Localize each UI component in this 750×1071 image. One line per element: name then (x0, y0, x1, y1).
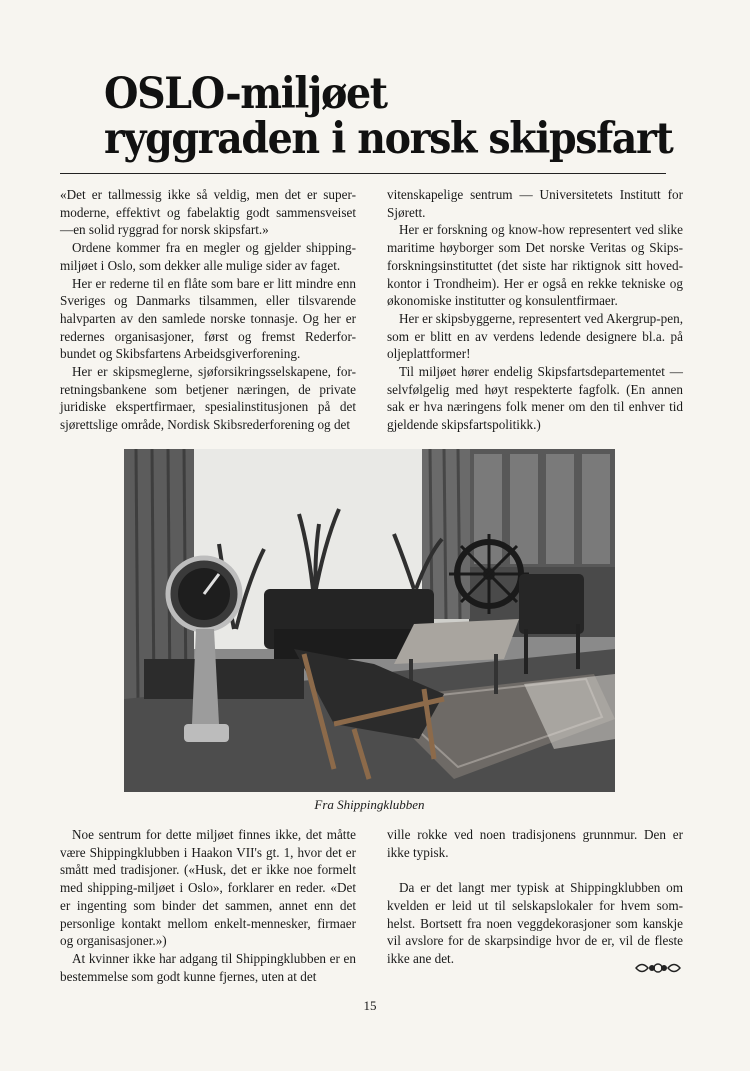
paragraph: «Det er tallmessig ikke så veldig, men det er super-moderne, effektivt og fabelaktig godt sammensveiset —en solid ryggrad for norsk skipsfart.» (60, 187, 356, 238)
photo-caption: Fra Shippingklubben (314, 797, 425, 812)
paragraph: At kvinner ikke har adgang til Shippingklubben er en bestemmelse som godt kunne fjernes, uten at det (60, 950, 356, 984)
headline-line-2: ryggraden i norsk skipsfart (104, 114, 673, 164)
paragraph: Noe sentrum for dette miljøet finnes ikke, det måtte være Shippingklubben i Haakon VII's gt. 1, hvor det er smått med tradisjoner. («Husk, det er ikke noe formelt med shipping-miljøet i Oslo», forklarer en reder. «Det er ingenting som binder det sammen, annet enn det personlige kontakt mellom enkelt-mennesker, firmaer og organisasjoner.») (60, 827, 356, 949)
paragraph: Her er forskning og know-how representert ved slike maritime høyborger som Det norske Veritas og Skips-forskningsinstituttet (det siste har riktignok sitt hoved-kontor i Trondheim). Her er også en rekke tekniske og økonomiske institutter og konsulentfirmaer. (387, 222, 683, 309)
headline-line-1: OSLO-miljøet (104, 69, 387, 119)
text-column-bottom-right (387, 826, 683, 968)
shipping-club-photo (124, 449, 615, 792)
headline-rule (60, 173, 666, 174)
text-column-bottom-left (60, 826, 356, 985)
paragraph: Ordene kommer fra en megler og gjelder shipping-miljøet i Oslo, som dekker alle mulige sider av faget. (60, 240, 356, 273)
paragraph: Til miljøet hører endelig Skipsfartsdepartementet — selvfølgelig med høyt respekterte fagfolk. (En annen sak er hva næringens folk mener om den til enhver tid gjeldende skipsfartspolitikk.) (387, 364, 683, 433)
article-headline (104, 69, 673, 164)
end-ornament-icon (634, 960, 682, 976)
paragraph: Her er rederne til en flåte som bare er litt mindre enn Sveriges og Danmarks tilsammen, eller tilsvarende halvparten av den samlede norske tonnasje. Og her er redernes organisasjoner, først og fremst Rederfor-bundet og Skibsfartens Arbeidsgiverforening. (60, 275, 356, 362)
paragraph: Da er det langt mer typisk at Shippingklubben om kvelden er leid ut til selskapslokaler for hvem som-helst. Bortsett fra noen veggdekorasjoner som kanskje vil avslore for de skarpsindige hvor de er, vil de fleste ikke ane det. (387, 880, 683, 966)
page-number: 15 (363, 998, 377, 1013)
paragraph: Her er skipsbyggerne, representert ved Akergrup-pen, som er blitt en av verdens ledende designere bl.a. på oljeplattformer! (387, 310, 683, 362)
text-column-top-left (60, 186, 356, 434)
paragraph: Her er skipsmeglerne, sjøforsikringsselskapene, for-retningsbankene som betjener næringen, de private juridiske ekspertfirmaer, spesialinstitusjonen på det sjørettslige område, Nordisk Skibsrederforening og det (60, 364, 356, 433)
paragraph: vitenskapelige sentrum — Universitetets Institutt for Sjørett. (387, 187, 683, 220)
text-column-top-right (387, 186, 683, 434)
paragraph: ville rokke ved noen tradisjonens grunnmur. Den er ikke typisk. (387, 827, 683, 860)
